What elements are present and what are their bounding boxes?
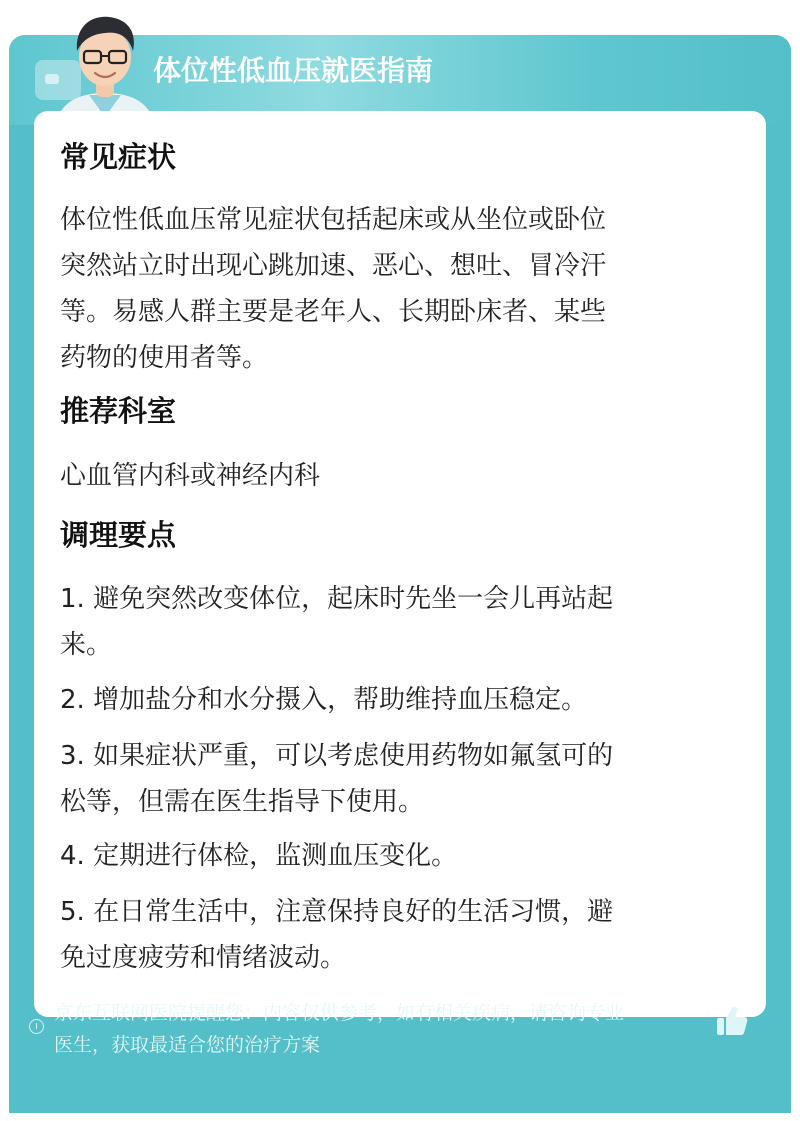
department-heading: 推荐科室 (60, 394, 177, 428)
care-item-line: 4. 定期进行体检，监测血压变化。 (60, 841, 458, 871)
care-item (60, 889, 736, 981)
info-icon (29, 1019, 44, 1034)
disclaimer (54, 997, 730, 1061)
symptoms-line: 等。易感人群主要是老年人、长期卧床者、某些 (60, 297, 607, 327)
care-item-line: 2. 增加盐分和水分摄入，帮助维持血压稳定。 (60, 685, 588, 715)
page-title: 体位性低血压就医指南 (153, 54, 434, 87)
care-item-line: 5. 在日常生活中，注意保持良好的生活习惯，避 (60, 897, 614, 927)
care-item-line: 松等，但需在医生指导下使用。 (60, 787, 425, 817)
guide-panel (9, 35, 791, 1113)
care-item (60, 733, 736, 825)
care-item (60, 833, 736, 879)
department-text: 心血管内科或神经内科 (60, 461, 321, 491)
symptoms-text (60, 197, 736, 381)
content-card (34, 111, 766, 1017)
care-item-line: 3. 如果症状严重，可以考虑使用药物如氟氢可的 (60, 741, 614, 771)
care-heading: 调理要点 (60, 518, 177, 552)
care-item-line: 1. 避免突然改变体位，起床时先坐一会儿再站起 (60, 584, 614, 614)
care-item (60, 576, 736, 668)
thumbs-up-icon[interactable] (714, 1003, 750, 1039)
disclaimer-line: 医生，获取最适合您的治疗方案 (54, 1034, 321, 1056)
doctor-avatar-icon (49, 7, 161, 127)
symptoms-line: 突然站立时出现心跳加速、恶心、想吐、冒冷汗 (60, 251, 607, 281)
disclaimer-line: 京东互联网医院提醒您：内容仅供参考，如有相关疾病，请咨询专业 (54, 1002, 625, 1024)
care-item (60, 677, 736, 723)
care-item-line: 来。 (60, 630, 113, 660)
symptoms-heading: 常见症状 (60, 140, 177, 174)
symptoms-line: 药物的使用者等。 (60, 343, 269, 373)
symptoms-line: 体位性低血压常见症状包括起床或从坐位或卧位 (60, 205, 607, 235)
care-item-line: 免过度疲劳和情绪波动。 (60, 943, 347, 973)
